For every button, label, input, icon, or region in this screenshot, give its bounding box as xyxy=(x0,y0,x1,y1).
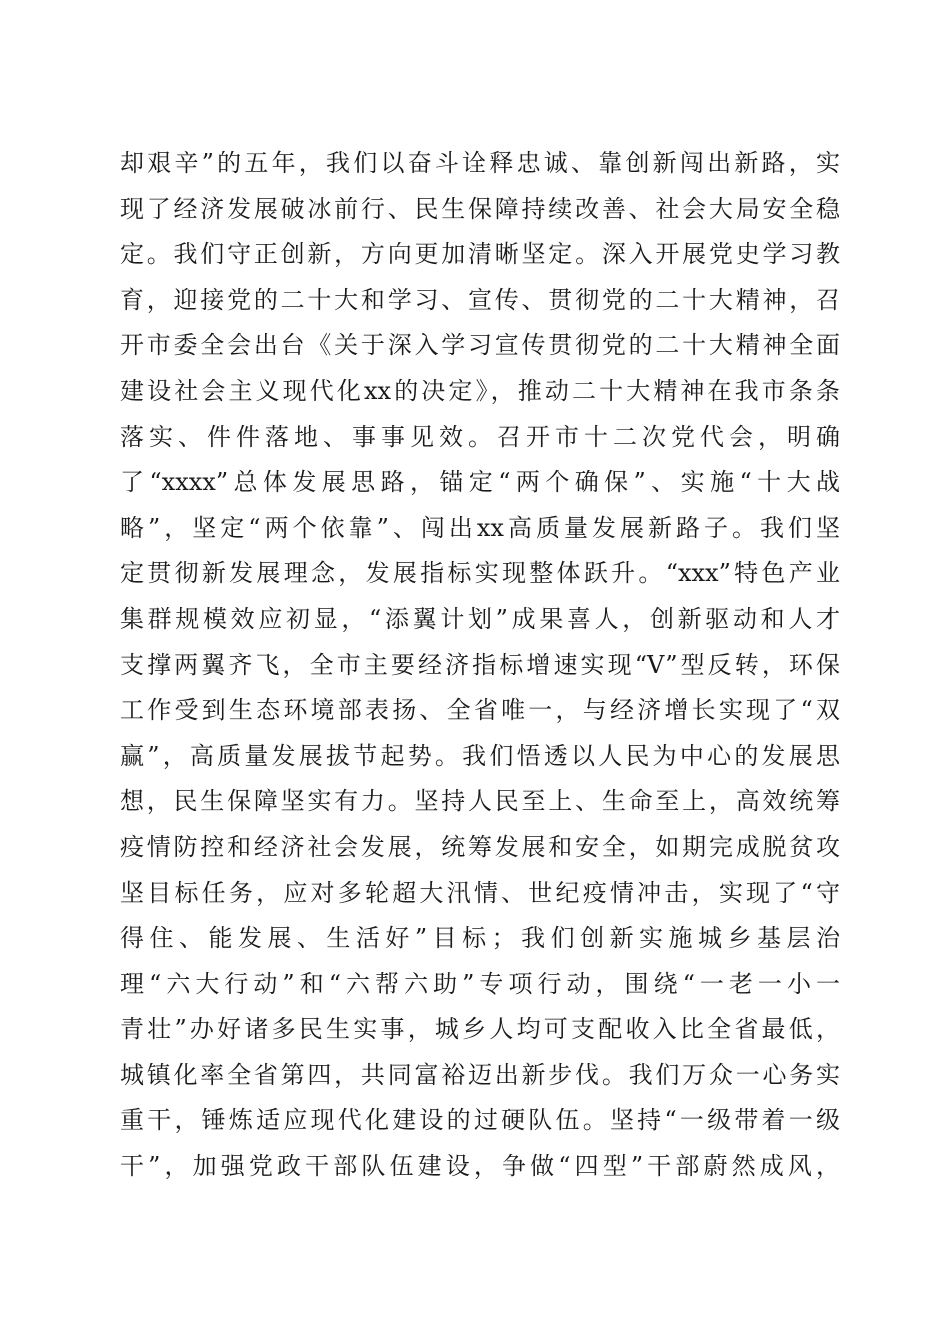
text-line: 落实、件件落地、事事见效。召开市十二次党代会，明确 xyxy=(120,422,840,451)
text-line: 定贯彻新发展理念，发展指标实现整体跃升。“xxx”特色产业 xyxy=(120,559,840,588)
text-line: 略”，坚定“两个依靠”、闯出xx高质量发展新路子。我们坚 xyxy=(120,513,840,542)
text-line: 赢”，高质量发展拔节起势。我们悟透以人民为中心的发展思 xyxy=(120,741,840,770)
text-line: 城镇化率全省第四，共同富裕迈出新步伐。我们万众一心务实 xyxy=(120,1060,840,1089)
text-line: 理“六大行动”和“六帮六助”专项行动，围绕“一老一小一 xyxy=(120,969,840,998)
text-line: 建设社会主义现代化xx的决定》，推动二十大精神在我市条条 xyxy=(120,376,840,405)
text-line: 得住、能发展、生活好”目标；我们创新实施城乡基层治 xyxy=(120,924,840,953)
text-line: 青壮”办好诸多民生实事，城乡人均可支配收入比全省最低， xyxy=(120,1015,840,1044)
text-line: 干”，加强党政干部队伍建设，争做“四型”干部蔚然成风， xyxy=(120,1152,840,1181)
text-line: 了“xxxx”总体发展思路，锚定“两个确保”、实施“十大战 xyxy=(120,468,840,497)
text-line: 想，民生保障坚实有力。坚持人民至上、生命至上，高效统筹 xyxy=(120,787,840,816)
text-line: 支撑两翼齐飞，全市主要经济指标增速实现“V”型反转，环保 xyxy=(120,650,840,679)
text-line: 现了经济发展破冰前行、民生保障持续改善、社会大局安全稳 xyxy=(120,194,840,223)
text-line: 集群规模效应初显，“添翼计划”成果喜人，创新驱动和人才 xyxy=(120,604,840,633)
text-line: 育，迎接党的二十大和学习、宣传、贯彻党的二十大精神，召 xyxy=(120,285,840,314)
text-line: 疫情防控和经济社会发展，统筹发展和安全，如期完成脱贫攻 xyxy=(120,832,840,861)
text-line: 坚目标任务，应对多轮超大汛情、世纪疫情冲击，实现了“守 xyxy=(120,878,840,907)
text-line: 开市委全会出台《关于深入学习宣传贯彻党的二十大精神全面 xyxy=(120,331,840,360)
text-line: 工作受到生态环境部表扬、全省唯一，与经济增长实现了“双 xyxy=(120,696,840,725)
text-line: 定。我们守正创新，方向更加清晰坚定。深入开展党史学习教 xyxy=(120,240,840,269)
body-paragraph xyxy=(120,141,840,1190)
text-line: 却艰辛”的五年，我们以奋斗诠释忠诚、靠创新闯出新路，实 xyxy=(120,149,840,177)
text-line: 重干，锤炼适应现代化建设的过硬队伍。坚持“一级带着一级 xyxy=(120,1106,840,1135)
